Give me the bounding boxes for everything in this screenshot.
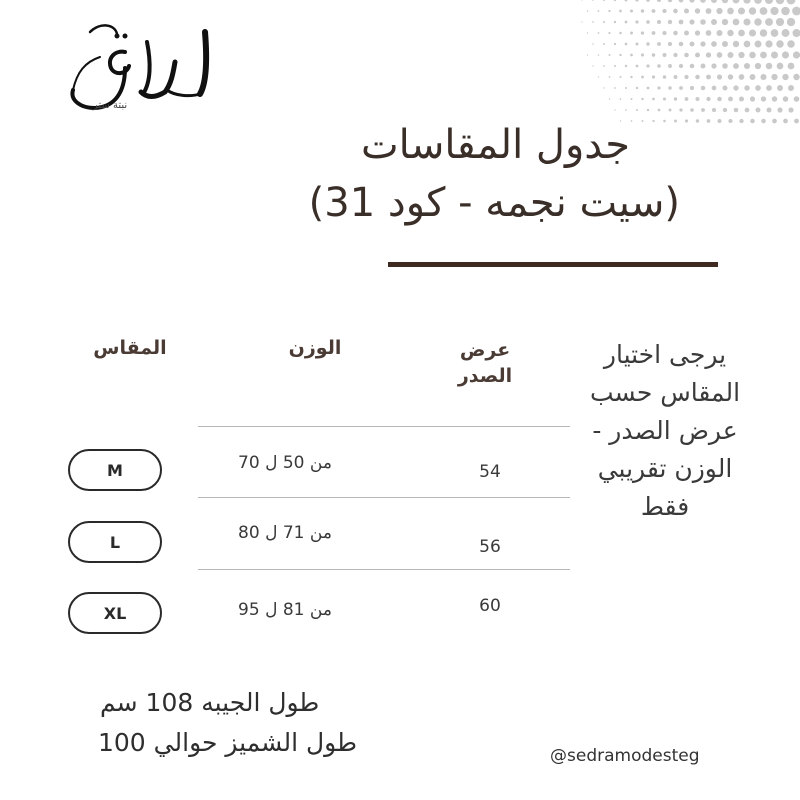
- halftone-dot: [761, 119, 766, 124]
- halftone-dot: [749, 52, 756, 59]
- halftone-dot: [706, 75, 711, 80]
- halftone-dot: [663, 120, 666, 123]
- halftone-dot: [690, 108, 694, 112]
- halftone-dot: [614, 109, 615, 110]
- halftone-dot: [587, 54, 588, 55]
- halftone-dot: [614, 43, 616, 45]
- halftone-dot: [668, 64, 672, 68]
- halftone-dot: [581, 0, 582, 1]
- halftone-dot: [646, 64, 649, 67]
- halftone-dot: [701, 108, 705, 112]
- halftone-dot: [766, 63, 773, 70]
- halftone-dot: [749, 7, 756, 14]
- chest-width-m: 54: [479, 462, 501, 482]
- halftone-dot: [668, 0, 672, 2]
- halftone-dot: [608, 10, 610, 12]
- halftone-dot: [603, 43, 605, 45]
- halftone-decoration: [560, 0, 800, 140]
- halftone-dot: [744, 85, 749, 90]
- halftone-dot: [636, 109, 638, 111]
- row-divider: [198, 426, 570, 427]
- halftone-dot: [733, 85, 738, 90]
- halftone-dot: [668, 42, 672, 46]
- brand-tagline: نبتة ستر: [92, 100, 128, 111]
- halftone-dot: [760, 29, 767, 36]
- halftone-dot: [782, 74, 788, 80]
- size-badge-l: L: [68, 521, 162, 563]
- halftone-dot: [652, 75, 655, 78]
- halftone-dot: [662, 9, 666, 13]
- halftone-dot: [684, 53, 689, 58]
- halftone-dot: [756, 108, 761, 113]
- halftone-dot: [620, 98, 622, 100]
- halftone-dot: [652, 9, 656, 13]
- halftone-dot: [695, 97, 699, 101]
- halftone-dot: [711, 41, 717, 47]
- halftone-dot: [728, 97, 733, 102]
- halftone-dot: [793, 74, 799, 80]
- weight-range-l: من 71 ل 80: [238, 523, 332, 543]
- halftone-dot: [663, 53, 667, 57]
- halftone-dot: [706, 52, 711, 57]
- halftone-dot: [646, 20, 650, 24]
- halftone-dot: [738, 52, 744, 58]
- halftone-dot: [728, 52, 734, 58]
- halftone-dot: [690, 86, 694, 90]
- halftone-dot: [685, 119, 688, 122]
- halftone-dot: [592, 43, 594, 45]
- halftone-dot: [696, 119, 699, 122]
- size-badge-xl: XL: [68, 592, 162, 634]
- halftone-dot: [658, 109, 661, 112]
- halftone-dot: [706, 97, 710, 101]
- halftone-dot: [673, 53, 677, 57]
- halftone-dot: [739, 96, 744, 101]
- halftone-dot: [598, 76, 599, 77]
- halftone-dot: [787, 18, 795, 26]
- halftone-dot: [609, 54, 611, 56]
- halftone-dot: [690, 64, 695, 69]
- halftone-dot: [646, 0, 650, 2]
- halftone-dot: [782, 29, 790, 37]
- halftone-dot: [739, 119, 743, 123]
- halftone-dot: [603, 21, 605, 23]
- halftone-dot: [738, 30, 745, 37]
- halftone-dot: [603, 65, 605, 67]
- halftone-dot: [657, 0, 661, 2]
- halftone-dot: [722, 41, 728, 47]
- halftone-dot: [673, 31, 678, 36]
- halftone-dot: [783, 96, 789, 102]
- halftone-dot: [662, 31, 666, 35]
- halftone-dot: [679, 64, 683, 68]
- halftone-dot: [723, 108, 727, 112]
- halftone-dot: [743, 18, 750, 25]
- halftone-dot: [587, 10, 588, 11]
- halftone-dot: [755, 63, 761, 69]
- halftone-dot: [684, 8, 689, 13]
- halftone-dot: [592, 21, 594, 23]
- halftone-dot: [625, 65, 627, 67]
- halftone-dot: [712, 108, 716, 112]
- halftone-dot: [669, 109, 672, 112]
- halftone-dot: [712, 86, 717, 91]
- halftone-dot: [717, 97, 722, 102]
- halftone-dot: [625, 109, 627, 111]
- halftone-dot: [777, 107, 782, 112]
- shirt-length: طول الشميز حوالي 100: [98, 728, 357, 757]
- halftone-dot: [657, 86, 660, 89]
- halftone-dot: [668, 86, 672, 90]
- halftone-dot: [787, 0, 796, 4]
- halftone-dot: [771, 29, 779, 37]
- halftone-dot: [777, 63, 784, 70]
- halftone-dot: [717, 74, 722, 79]
- halftone-dot: [619, 76, 621, 78]
- halftone-dot: [673, 9, 678, 14]
- halftone-dot: [701, 86, 705, 90]
- halftone-dot: [641, 53, 644, 56]
- halftone-dot: [787, 40, 795, 48]
- halftone-dot: [695, 30, 700, 35]
- halftone-dot: [689, 19, 694, 24]
- halftone-dot: [728, 74, 733, 79]
- halftone-dot: [706, 8, 712, 14]
- halftone-dot: [760, 7, 768, 15]
- halftone-dot: [776, 0, 784, 4]
- halftone-dot: [765, 0, 773, 4]
- halftone-dot: [636, 65, 639, 68]
- halftone-dot: [749, 29, 756, 36]
- halftone-dot: [630, 98, 632, 100]
- halftone-dot: [770, 7, 778, 15]
- halftone-dot: [707, 119, 711, 123]
- halftone-dot: [765, 40, 772, 47]
- halftone-dot: [647, 109, 649, 111]
- weight-range-xl: من 81 ل 95: [238, 600, 332, 620]
- halftone-dot: [794, 119, 799, 124]
- halftone-dot: [657, 20, 661, 24]
- halftone-dot: [722, 19, 728, 25]
- halftone-dot: [739, 74, 745, 80]
- halftone-dot: [663, 97, 666, 100]
- halftone-dot: [711, 0, 717, 3]
- row-divider: [198, 569, 570, 570]
- halftone-dot: [674, 120, 677, 123]
- halftone-dot: [636, 87, 638, 89]
- halftone-dot: [674, 97, 677, 100]
- halftone-dot: [657, 64, 661, 68]
- halftone-dot: [717, 52, 723, 58]
- halftone-dot: [695, 8, 700, 13]
- halftone-dot: [743, 0, 750, 4]
- halftone-dot: [641, 9, 644, 12]
- social-handle: @sedramodesteg: [550, 746, 700, 766]
- halftone-dot: [609, 98, 610, 99]
- header-weight: الوزن: [288, 337, 342, 359]
- halftone-dot: [733, 41, 739, 47]
- halftone-dot: [598, 54, 600, 56]
- halftone-dot: [679, 86, 683, 90]
- header-size: المقاس: [93, 337, 167, 359]
- halftone-dot: [727, 30, 733, 36]
- halftone-dot: [777, 85, 783, 91]
- halftone-dot: [728, 119, 732, 123]
- halftone-dot: [788, 85, 794, 91]
- halftone-dot: [776, 40, 783, 47]
- halftone-dot: [652, 120, 654, 122]
- halftone-dot: [679, 0, 684, 2]
- halftone-dot: [716, 8, 722, 14]
- halftone-dot: [744, 41, 751, 48]
- chest-width-l: 56: [479, 537, 501, 557]
- halftone-dot: [684, 31, 689, 36]
- halftone-dot: [760, 74, 766, 80]
- halftone-dot: [631, 120, 633, 122]
- halftone-dot: [722, 63, 728, 69]
- halftone-dot: [598, 32, 600, 34]
- halftone-dot: [635, 0, 638, 2]
- halftone-dot: [761, 96, 766, 101]
- halftone-dot: [771, 74, 777, 80]
- halftone-dot: [794, 96, 800, 102]
- halftone-dot: [641, 76, 644, 79]
- halftone-dot: [733, 19, 740, 26]
- header-chest-width: عرض الصدر: [457, 339, 513, 387]
- halftone-dot: [635, 42, 638, 45]
- halftone-dot: [674, 75, 678, 79]
- halftone-dot: [625, 21, 628, 24]
- halftone-dot: [788, 107, 793, 112]
- row-divider: [198, 497, 570, 498]
- halftone-dot: [668, 20, 672, 24]
- halftone-dot: [745, 108, 750, 113]
- halftone-dot: [750, 74, 756, 80]
- halftone-dot: [723, 86, 728, 91]
- halftone-dot: [646, 42, 649, 45]
- halftone-dot: [603, 0, 605, 1]
- halftone-dot: [614, 65, 616, 67]
- halftone-dot: [679, 108, 682, 111]
- halftone-dot: [711, 19, 717, 25]
- halftone-dot: [776, 18, 784, 26]
- halftone-dot: [744, 63, 750, 69]
- size-badge-m: M: [68, 449, 162, 491]
- halftone-dot: [652, 53, 656, 57]
- halftone-dot: [755, 41, 762, 48]
- halftone-dot: [734, 108, 739, 113]
- title-divider: [388, 262, 718, 267]
- halftone-dot: [766, 85, 772, 91]
- halftone-dot: [788, 63, 795, 70]
- halftone-dot: [614, 21, 616, 23]
- halftone-dot: [772, 96, 777, 101]
- chest-width-xl: 60: [479, 596, 501, 616]
- halftone-dot: [625, 43, 628, 46]
- halftone-dot: [690, 42, 695, 47]
- halftone-dot: [695, 75, 700, 80]
- halftone-dot: [679, 20, 684, 25]
- halftone-dot: [754, 18, 761, 25]
- halftone-dot: [754, 0, 762, 4]
- skirt-length: طول الجيبه 108 سم: [100, 688, 320, 717]
- halftone-dot: [781, 7, 790, 16]
- halftone-dot: [614, 0, 616, 1]
- halftone-dot: [750, 96, 755, 101]
- halftone-dot: [733, 63, 739, 69]
- halftone-dot: [716, 30, 722, 36]
- halftone-dot: [657, 42, 661, 46]
- halftone-dot: [765, 18, 773, 26]
- halftone-dot: [581, 21, 582, 22]
- halftone-dot: [755, 85, 761, 91]
- halftone-dot: [630, 76, 632, 78]
- halftone-dot: [635, 20, 638, 23]
- halftone-dot: [603, 87, 604, 88]
- halftone-dot: [641, 31, 644, 34]
- halftone-dot: [700, 41, 705, 46]
- halftone-dot: [684, 75, 688, 79]
- halftone-dot: [652, 31, 656, 35]
- halftone-dot: [592, 0, 594, 1]
- halftone-dot: [722, 0, 728, 3]
- halftone-dot: [718, 119, 722, 123]
- sizing-note: يرجى اختيار المقاس حسب عرض الصدر - الوزن تقريبي فقط: [589, 340, 741, 521]
- halftone-dot: [772, 119, 777, 124]
- halftone-dot: [700, 0, 706, 3]
- halftone-dot: [598, 10, 600, 12]
- weight-range-m: من 50 ل 70: [238, 453, 332, 473]
- halftone-dot: [652, 98, 655, 101]
- halftone-dot: [663, 75, 667, 79]
- halftone-dot: [619, 32, 622, 35]
- halftone-dot: [792, 7, 800, 16]
- halftone-dot: [750, 119, 754, 123]
- halftone-dot: [700, 19, 706, 25]
- halftone-dot: [706, 30, 712, 36]
- halftone-dot: [793, 29, 800, 37]
- halftone-dot: [685, 97, 689, 101]
- halftone-dot: [608, 32, 610, 34]
- halftone-dot: [701, 64, 706, 69]
- page-subtitle: (سيت نجمه - كود 31): [308, 180, 680, 226]
- halftone-dot: [738, 7, 745, 14]
- halftone-dot: [760, 52, 767, 59]
- page-title: جدول المقاسات: [360, 122, 630, 168]
- halftone-dot: [641, 98, 643, 100]
- halftone-dot: [782, 51, 789, 58]
- halftone-dot: [630, 54, 633, 57]
- halftone-dot: [619, 54, 621, 56]
- halftone-dot: [642, 120, 644, 122]
- halftone-dot: [625, 0, 628, 1]
- halftone-dot: [783, 119, 788, 124]
- halftone-dot: [587, 32, 588, 33]
- halftone-dot: [647, 87, 650, 90]
- halftone-dot: [695, 53, 700, 58]
- halftone-dot: [679, 42, 684, 47]
- halftone-dot: [614, 87, 616, 89]
- halftone-dot: [766, 107, 771, 112]
- halftone-dot: [793, 51, 800, 58]
- halftone-dot: [771, 52, 778, 59]
- halftone-dot: [727, 8, 734, 15]
- halftone-dot: [625, 87, 627, 89]
- halftone-dot: [689, 0, 694, 3]
- halftone-dot: [733, 0, 740, 3]
- halftone-dot: [619, 10, 622, 13]
- halftone-dot: [592, 65, 593, 66]
- halftone-dot: [711, 63, 716, 68]
- halftone-dot: [630, 9, 633, 12]
- halftone-dot: [630, 32, 633, 35]
- halftone-dot: [609, 76, 611, 78]
